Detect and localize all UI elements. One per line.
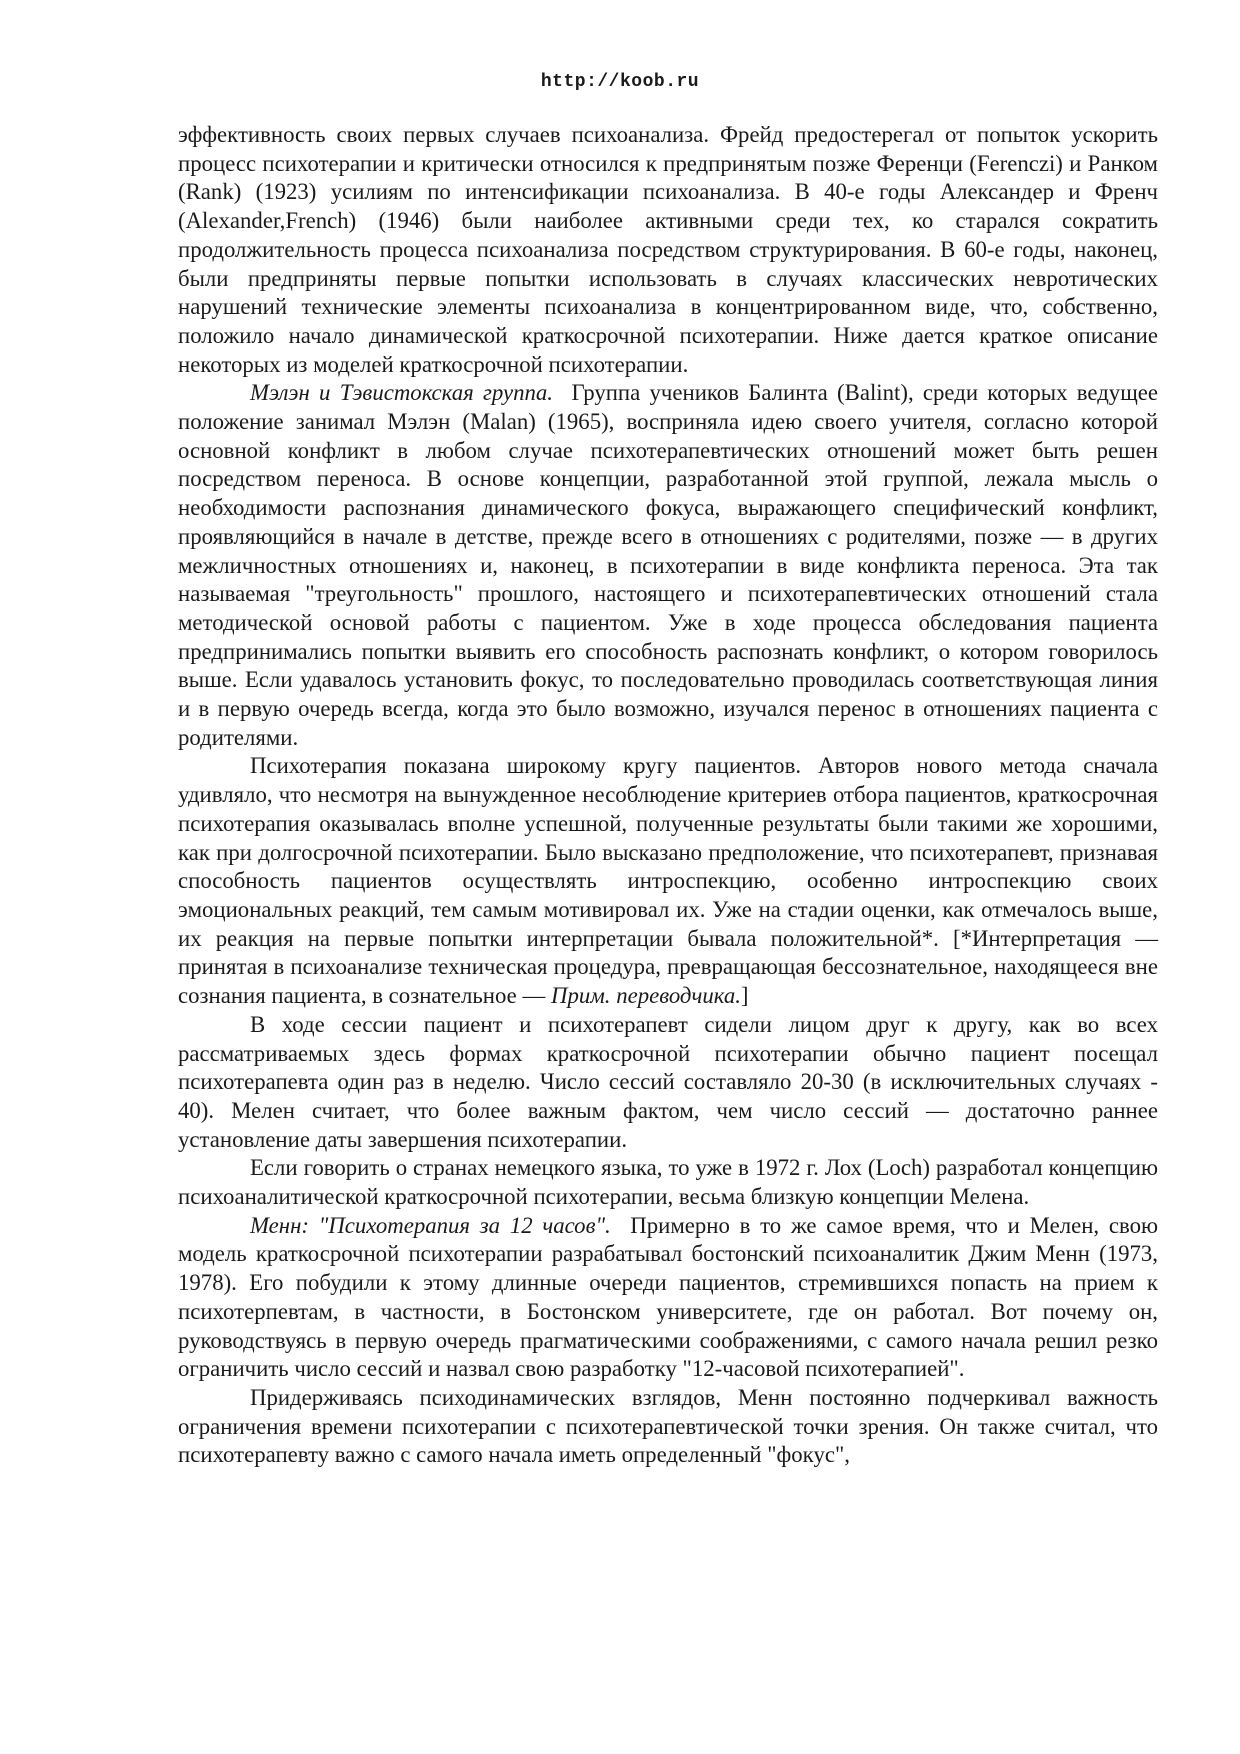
paragraph-2-text: Группа учеников Балинта (Balint), среди которых ведущее положение занимал Мэлэн (Malan) (1965), восприняла идею своего учителя, согласно которой основной конфликт в любом случае психотерапевтических отношений может быть решен посредством переноса. В основе концепции, разработанной этой группой, лежала мысль о необходимости распознания динамического фокуса, выражающего специфический конфликт, проявляющийся в начале в детстве, прежде всего в отношениях с родителями, позже — в других межличностных отношениях и, наконец, в психотерапии в виде конфликта переноса. Эта так называемая "треугольность" прошлого, настоящего и психотерапевтических отношений стала методической основой работы с пациентом. Уже в ходе процесса обследования пациента предпринимались попытки выявить его способность распознать конфликт, о котором говорилось выше. Если удавалось установить фокус, то последовательно проводилась соответствующая линия и в первую очередь всегда, когда это было возможно, изучался перенос в отношениях пациента с родителями. (178, 380, 1164, 750)
paragraph-5 (178, 1154, 1158, 1211)
paragraph-4 (178, 1011, 1158, 1155)
paragraph-6-heading: Менн: "Психотерапия за 12 часов". (250, 1212, 611, 1238)
paragraph-3-footnote-close: ] (740, 983, 749, 1009)
paragraph-6 (178, 1212, 1164, 1384)
paragraph-3-text: Психотерапия показана широкому кругу пациентов. Авторов нового метода сначала удивляло, что несмотря на вынужденное несоблюдение критериев отбора пациентов, краткосрочная психотерапия оказывалась вполне успешной, полученные результаты были такими же хорошими, как при долгосрочной психотерапии. Было высказано предположение, что психотерапевт, признавая способность пациентов осуществлять интроспекцию, особенно интроспекцию своих эмоциональных реакций, тем самым мотивировал их. Уже на стадии оценки, как отмечалось выше, их реакция на первые попытки интерпретации бывала положительной*. [*Интерпретация — принятая в психоанализе техническая процедура, превращающая бессознательное, находящееся вне сознания пациента, в сознательное — (178, 753, 1158, 1009)
paragraph-1 (178, 121, 1158, 379)
paragraph-7 (178, 1384, 1158, 1470)
paragraph-6-text: Примерно в то же самое время, что и Мелен, свою модель краткосрочной психотерапии разрабатывал бостонский психоаналитик Джим Менн (1973, 1978). Его побудили к этому длинные очереди пациентов, стремившихся попасть на прием к психотерпевтам, в частности, в Бостонском университете, где он работал. Вот почему он, руководствуясь в первую очередь прагматическими соображениями, с самого начала решил резко ограничить число сессий и назвал свою разработку "12-часовой психотерапией". (178, 1212, 1164, 1382)
paragraph-3-footnote-note: Прим. переводчика. (550, 983, 741, 1009)
paragraph-7-text: Придерживаясь психодинамических взглядов, Менн постоянно подчеркивал важность ограничения времени психотерапии с психотерапевтической точки зрения. Он также считал, что психотерапевту важно с самого начала иметь определенный "фокус", (178, 1384, 1158, 1468)
header-url: http://koob.ru (540, 72, 700, 92)
paragraph-4-text: В ходе сессии пациент и психотерапевт сидели лицом друг к другу, как во всех рассматриваемых здесь формах краткосрочной психотерапии обычно пациент посещал психотерапевта один раз в неделю. Число сессий составляло 20-30 (в исключительных случаях - 40). Мелен считает, что более важным фактом, чем число сессий — достаточно раннее установление даты завершения психотерапии. (178, 1011, 1158, 1152)
document-body (178, 121, 1164, 1470)
paragraph-5-text: Если говорить о странах немецкого языка, то уже в 1972 г. Лох (Loch) разработал концепцию психоаналитической краткосрочной психотерапии, весьма близкую концепции Мелена. (178, 1155, 1158, 1210)
paragraph-3 (178, 752, 1158, 1010)
paragraph-2-heading: Мэлэн и Тэвистокская группа. (250, 380, 553, 406)
paragraph-2 (178, 379, 1164, 752)
paragraph-1-text: эффективность своих первых случаев психоанализа. Фрейд предостерегал от попыток ускорить процесс психотерапии и критически относился к предпринятым позже Ференци (Ferenczi) и Ранком (Rank) (1923) усилиям по интенсификации психоанализа. В 40-е годы Александер и Френч (Alexander,French) (1946) были наиболее активными среди тех, ко старался сократить продолжительность процесса психоанализа посредством структурирования. В 60-е годы, наконец, были предприняты первые попытки использовать в случаях классических невротических нарушений технические элементы психоанализа в концентрированном виде, что, собственно, положило начало динамической краткосрочной психотерапии. Ниже дается краткое описание некоторых из моделей краткосрочной психотерапии. (178, 122, 1158, 377)
